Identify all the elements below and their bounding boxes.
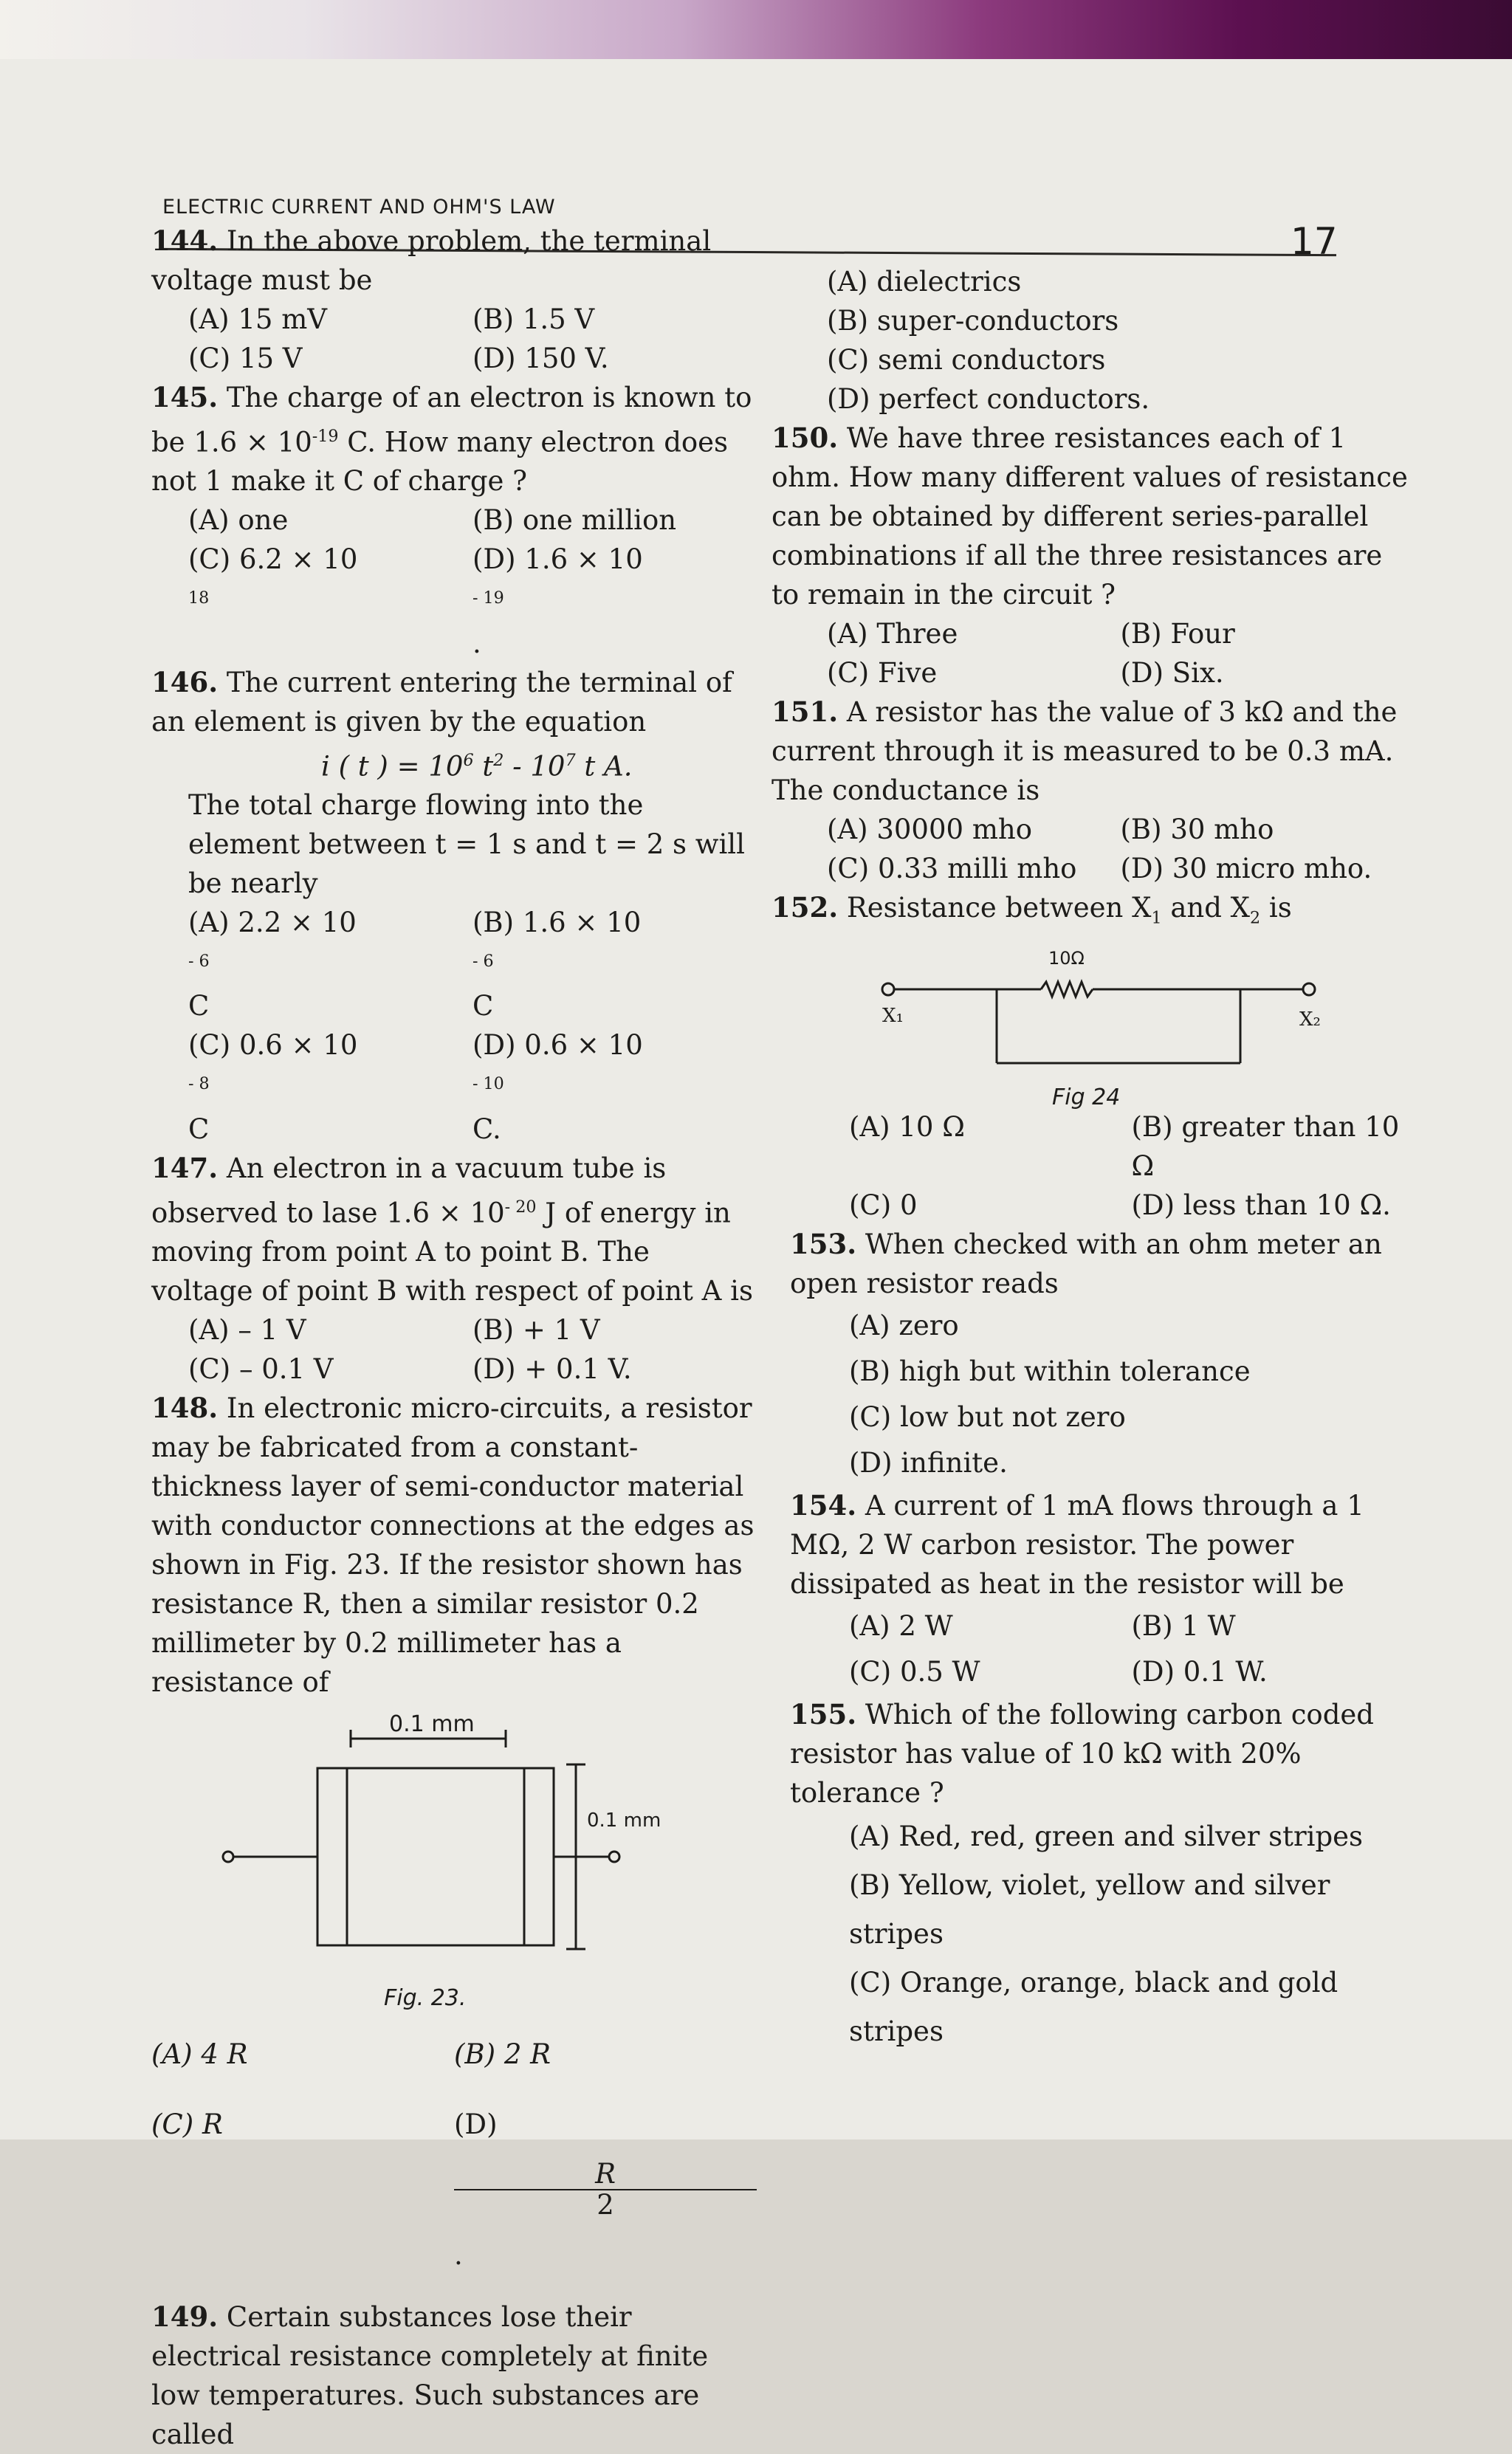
page-number: 17 [1291, 220, 1338, 263]
x2-label: X₂ [1299, 1008, 1321, 1031]
question-149: 149. Certain substances lose their electrical resistance completely at finite low temperatures. Such substances are called [151, 2300, 709, 2450]
question-151: 151. A resistor has the value of 3 kΩ and the current through it is measured to be 0.3 mA. The conductance is (A) 30000 mho (B) 30 mho (C) 0.33 milli mho (D) 30 micro mho. [772, 692, 1414, 888]
question-153: 153. When checked with an ohm meter an open resistor reads (A) zero (B) high but within tolerance (C) low but not zero (D) infinite. [772, 1225, 1414, 1486]
options-145: (A) one (B) one million (C) 6.2 × 10 $^{18}$ (D) 1.6 × 10 $^{- 19}$ . [188, 504, 677, 659]
height-label: 0.1 mm [587, 1809, 662, 1832]
right-column [772, 262, 1414, 2056]
fraction-r-over-2: R 2 [454, 2159, 757, 2220]
question-154: 154. A current of 1 mA flows through a 1 MΩ, 2 W carbon resistor. The power dissipated as heat in the resistor will be (A) 2 W (B) 1 W (C) 0.5 W (D) 0.1 W. [772, 1486, 1414, 1695]
question-150: 150. We have three resistances each of 1 ohm. How many different values of resistance can be obtained by different series-parallel combinations if all the three resistances are to remain in the circuit ? (A) Three (B) Four (C) Five (D) Six. [772, 419, 1414, 692]
right-terminal [609, 1852, 619, 1862]
resistor-label: 10Ω [1048, 948, 1085, 969]
figure-23 [151, 1709, 757, 2019]
options-146: (A) 2.2 × 10 $^{- 6}$ C (B) 1.6 × 10 $^{- 6}$ C (C) 0.6 × 10 $^{- 8}$ C (D) 0.6 × 10 $^{- 10}$ C. [188, 906, 643, 1145]
options-148: (A) 4 R (B) 2 R (C) R (D) R 2 . [151, 2019, 757, 2290]
layer-outline [317, 1768, 554, 1945]
x2-terminal [1303, 983, 1315, 995]
options-147: (A) – 1 V (B) + 1 V (C) – 0.1 V (D) + 0.1 V. [188, 1313, 632, 1385]
options-151: (A) 30000 mho (B) 30 mho (C) 0.33 milli mho (D) 30 micro mho. [827, 814, 1372, 884]
question-146: 146. The current entering the terminal of an element is given by the equation i ( t ) = $10^6$ $t^2 - 10^7$ t A. The total charge flowing into the element between t = 1 s and t = 2 s will be nearly (A) 2.2 × 10 $^{- 6}$ C (B) 1.6 × 10 $^{- 6}$ C (C) 0.6 × 10 $^{- 8}$ C (D) 0.6 × 10 $^{- 10}$ C. [151, 663, 757, 1149]
options-155: (A) Red, red, green and silver stripes (B) Yellow, violet, yellow and silver stripes (C) Orange, orange, black and gold stripes [849, 1821, 1364, 2048]
x1-terminal [882, 983, 894, 995]
question-145: 145. The charge of an electron is known to be $1.6 \times 10^{-19}$ C. How many electron does not 1 make it C of charge ? (A) one (B) one million (C) 6.2 × 10 $^{18}$ (D) 1.6 × 10 $^{- 19}$ . [151, 378, 757, 663]
figure-23-caption: Fig. 23. [384, 1984, 467, 2011]
options-144: (A) 15 mV (B) 1.5 V (C) 15 V (D) 150 V. [188, 303, 609, 374]
question-144: 144. In the above problem, the terminal voltage must be (A) 15 mV (B) 1.5 V (C) 15 V (D) 150 V. [151, 221, 757, 378]
running-title: ELECTRIC CURRENT AND OHM'S LAW [162, 196, 556, 219]
options-149: (A) dielectrics (B) super-conductors (C) semi conductors (D) perfect conductors. [827, 266, 1150, 415]
x1-label: X₁ [882, 1005, 904, 1028]
resistor-layer-diagram [151, 1709, 757, 2019]
question-155: 155. Which of the following carbon coded resistor has value of 10 kΩ with 20% tolerance ? (A) Red, red, green and silver stripes (B) Yellow, violet, yellow and silver stripes (C) Orange, orange, black and gold stripes [772, 1695, 1414, 2056]
question-152: 152. Resistance between $X_1$ and $X_2$ is 10Ω X₁ X₂ Fig 24 (A) 10 Ω (B) greater than 10 Ω (C) 0 (D) less than 10 Ω. [772, 888, 1414, 1225]
left-terminal [223, 1852, 233, 1862]
options-150: (A) Three (B) Four (C) Five (D) Six. [827, 618, 1235, 689]
options-154: (A) 2 W (B) 1 W (C) 0.5 W (D) 0.1 W. [849, 1610, 1268, 1688]
equation-146: i ( t ) = $10^6$ $t^2 - 10^7$ t A. [321, 749, 633, 782]
figure-24-caption: Fig 24 [1052, 1085, 1121, 1111]
options-152: (A) 10 Ω (B) greater than 10 Ω (C) 0 (D) less than 10 Ω. [849, 1111, 1400, 1222]
question-148: 148. In electronic micro-circuits, a resistor may be fabricated from a constant-thickness layer of semi-conductor material with conductor connections at the edges as shown in Fig. 23. If the resistor shown has resistance R, then a similar resistor 0.2 millimeter by 0.2 millimeter has a resistance of 0.1 mm 0.1 mm Fig. 23. (A) 4 R (B) 2 R (C) R (D) R 2 . [151, 1389, 757, 2290]
question-147: 147. An electron in a vacuum tube is observed to lase $1.6 \times 10^{- 20}$ J of energy in moving from point A to point B. The voltage of point B with respect of point A is (A) – 1 V (B) + 1 V (C) – 0.1 V (D) + 0.1 V. [151, 1149, 757, 1389]
resistor-zigzag [1041, 982, 1093, 997]
options-153: (A) zero (B) high but within tolerance (C) low but not zero (D) infinite. [849, 1310, 1251, 1479]
width-label: 0.1 mm [389, 1711, 475, 1737]
left-column [151, 221, 757, 2454]
